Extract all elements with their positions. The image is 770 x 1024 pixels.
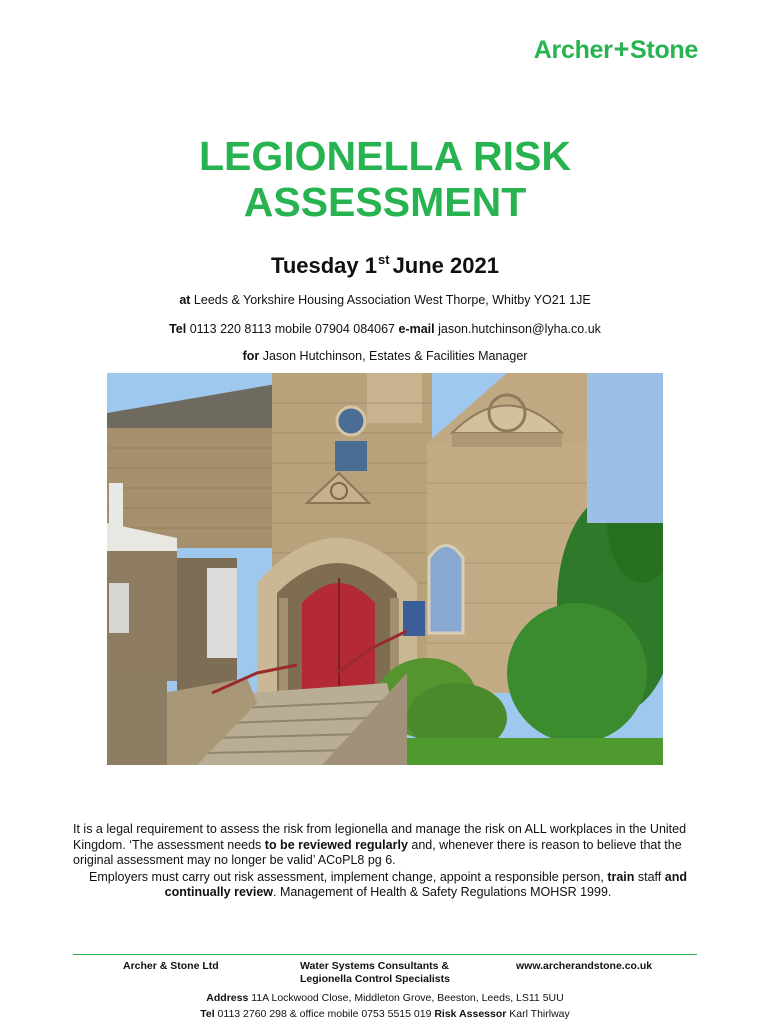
paragraph-legal-requirement — [73, 822, 703, 869]
building-photo — [107, 373, 663, 765]
footer-divider — [73, 954, 697, 955]
footer-service-line-2: Legionella Control Specialists — [300, 973, 450, 985]
contact-email: jason.hutchinson@lyha.co.uk — [438, 322, 601, 336]
date-day: Tuesday 1 — [271, 253, 377, 278]
for-label: for — [242, 349, 260, 363]
site-address: Leeds & Yorkshire Housing Association West Thorpe, Whitby YO21 1JE — [193, 293, 591, 307]
footer-address: 11A Lockwood Close, Middleton Grove, Beeston, Leeds, LS11 5UU — [251, 992, 564, 1004]
assessor-name: Karl Thirlway — [509, 1008, 570, 1020]
title-line-2: ASSESSMENT — [243, 179, 527, 225]
document-title — [0, 133, 770, 225]
address-label: Address — [206, 992, 249, 1004]
company-logo — [534, 34, 698, 65]
logo-text-stone: Stone — [630, 36, 698, 64]
at-label: at — [179, 293, 191, 307]
tel-label: Tel — [169, 322, 187, 336]
p2-text-train: train — [607, 869, 635, 884]
contact-line — [0, 322, 770, 336]
legal-requirement-text — [73, 822, 703, 901]
logo-text-archer: Archer — [533, 36, 613, 64]
footer-tel: 0113 2760 298 & office mobile 0753 5515 019 — [217, 1008, 432, 1020]
footer-website-link[interactable]: www.archerandstone.co.uk — [516, 960, 653, 972]
p2-text-e: . Management of Health & Safety Regulations MOHSR 1999. — [273, 885, 612, 899]
email-label: e-mail — [398, 322, 435, 336]
p2-text-review: and continually review — [164, 869, 687, 899]
date-rest: June 2021 — [392, 253, 499, 278]
assessor-label: Risk Assessor — [434, 1008, 507, 1020]
footer-tel-label: Tel — [200, 1008, 215, 1020]
date-suffix: st — [378, 252, 390, 267]
footer-contact-line — [0, 1008, 770, 1020]
footer-address-line — [0, 992, 770, 1004]
footer-company: Archer & Stone Ltd — [123, 960, 219, 972]
title-line-1: LEGIONELLA RISK — [198, 133, 572, 179]
assessment-date — [0, 252, 770, 279]
footer-service-line-1: Water Systems Consultants & — [300, 960, 449, 972]
client-line — [0, 349, 770, 363]
p2-text-c: staff — [634, 869, 665, 884]
p2-text-a: Employers must carry out risk assessment, implement change, appoint a responsible person, — [89, 869, 608, 884]
client-name: Jason Hutchinson, Estates & Facilities Manager — [262, 349, 528, 363]
site-address-line — [0, 293, 770, 307]
p1-text-bold: to be reviewed regularly — [264, 837, 408, 852]
contact-phone: 0113 220 8113 mobile 07904 084067 — [189, 322, 395, 336]
p1-text-a: It is a legal requirement to assess the risk from legionella and manage the risk on ALL workplaces in the United Kingdom. ‘The assessment needs — [73, 822, 687, 852]
logo-plus: + — [613, 34, 630, 64]
p1-text-c: and, whenever there is reason to believe that the original assessment may no longer be valid’ ACoPL8 pg 6. — [73, 837, 682, 867]
paragraph-employer-duties — [73, 870, 703, 901]
footer-services — [300, 960, 450, 986]
